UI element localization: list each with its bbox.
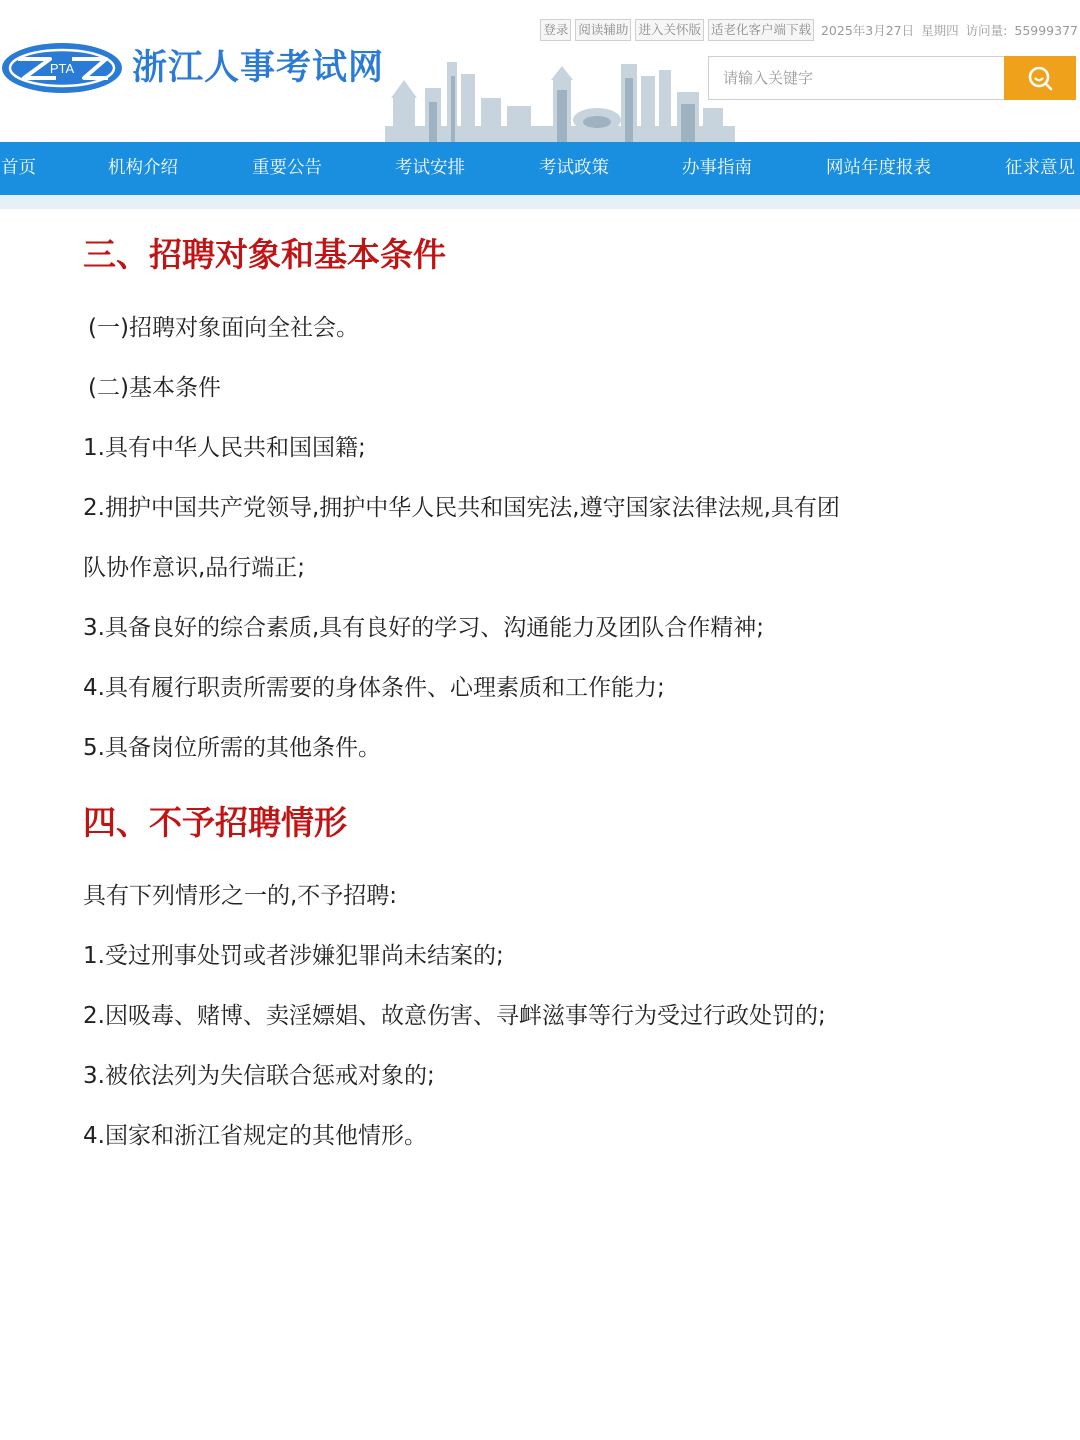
elderly-client-download-link[interactable]: 适老化客户端下载 (708, 19, 814, 41)
exclusion-item: 1.受过刑事处罚或者涉嫌犯罪尚未结案的; (83, 943, 504, 969)
section-3-sub-2: (二)基本条件 (88, 375, 221, 401)
requirement-item: 3.具备良好的综合素质,具有良好的学习、沟通能力及团队合作精神; (83, 615, 765, 641)
nav-exam-policy[interactable]: 考试政策 (539, 158, 609, 178)
section-4-heading: 四、不予招聘情形 (83, 803, 347, 842)
current-date: 2025年3月27日 (820, 23, 915, 38)
requirement-item-continued: 队协作意识,品行端正; (83, 555, 306, 581)
section-3-sub-1: (一)招聘对象面向全社会。 (88, 315, 359, 341)
main-nav (0, 142, 1080, 195)
requirement-item: 4.具有履行职责所需要的身体条件、心理素质和工作能力; (83, 675, 665, 701)
search-icon (1026, 64, 1054, 92)
visits-count: 55999377 (1014, 22, 1078, 38)
requirement-item: 5.具备岗位所需的其他条件。 (83, 735, 381, 761)
care-version-link[interactable]: 进入关怀版 (635, 19, 704, 41)
nav-public-consultation[interactable]: 征求意见 (1005, 158, 1075, 178)
visits-label: 访问量: (965, 23, 1008, 38)
requirement-item: 2.拥护中国共产党领导,拥护中华人民共和国宪法,遵守国家法律法规,具有团 (83, 495, 840, 521)
nav-announcements[interactable]: 重要公告 (252, 158, 322, 178)
exclusion-item: 4.国家和浙江省规定的其他情形。 (83, 1123, 427, 1149)
exclusion-item: 2.因吸毒、赌博、卖淫嫖娼、故意伤害、寻衅滋事等行为受过行政处罚的; (83, 1003, 826, 1029)
nav-home[interactable]: 首页 (1, 158, 36, 178)
exclusion-item: 3.被依法列为失信联合惩戒对象的; (83, 1063, 435, 1089)
site-logo[interactable] (0, 38, 384, 98)
search-input[interactable] (708, 56, 1004, 100)
nav-shadow-strip (0, 195, 1080, 209)
pta-logo-icon (0, 38, 124, 98)
nav-about[interactable]: 机构介绍 (108, 158, 178, 178)
top-utility-bar (540, 18, 1078, 42)
requirement-item: 1.具有中华人民共和国国籍; (83, 435, 366, 461)
city-skyline-illustration (385, 56, 735, 142)
search-box (708, 56, 1076, 100)
site-name: 浙江人事考试网 (132, 48, 385, 88)
nav-annual-report[interactable]: 网站年度报表 (826, 158, 931, 178)
login-link[interactable]: 登录 (540, 19, 571, 41)
search-button[interactable] (1004, 56, 1076, 100)
current-weekday: 星期四 (921, 23, 959, 38)
nav-service-guide[interactable]: 办事指南 (682, 158, 752, 178)
section-4-intro: 具有下列情形之一的,不予招聘: (83, 883, 398, 909)
reading-assist-link[interactable]: 阅读辅助 (575, 19, 631, 41)
section-3-heading: 三、招聘对象和基本条件 (83, 235, 446, 274)
logo-text: PTA (49, 61, 75, 76)
nav-exam-schedule[interactable]: 考试安排 (395, 158, 465, 178)
